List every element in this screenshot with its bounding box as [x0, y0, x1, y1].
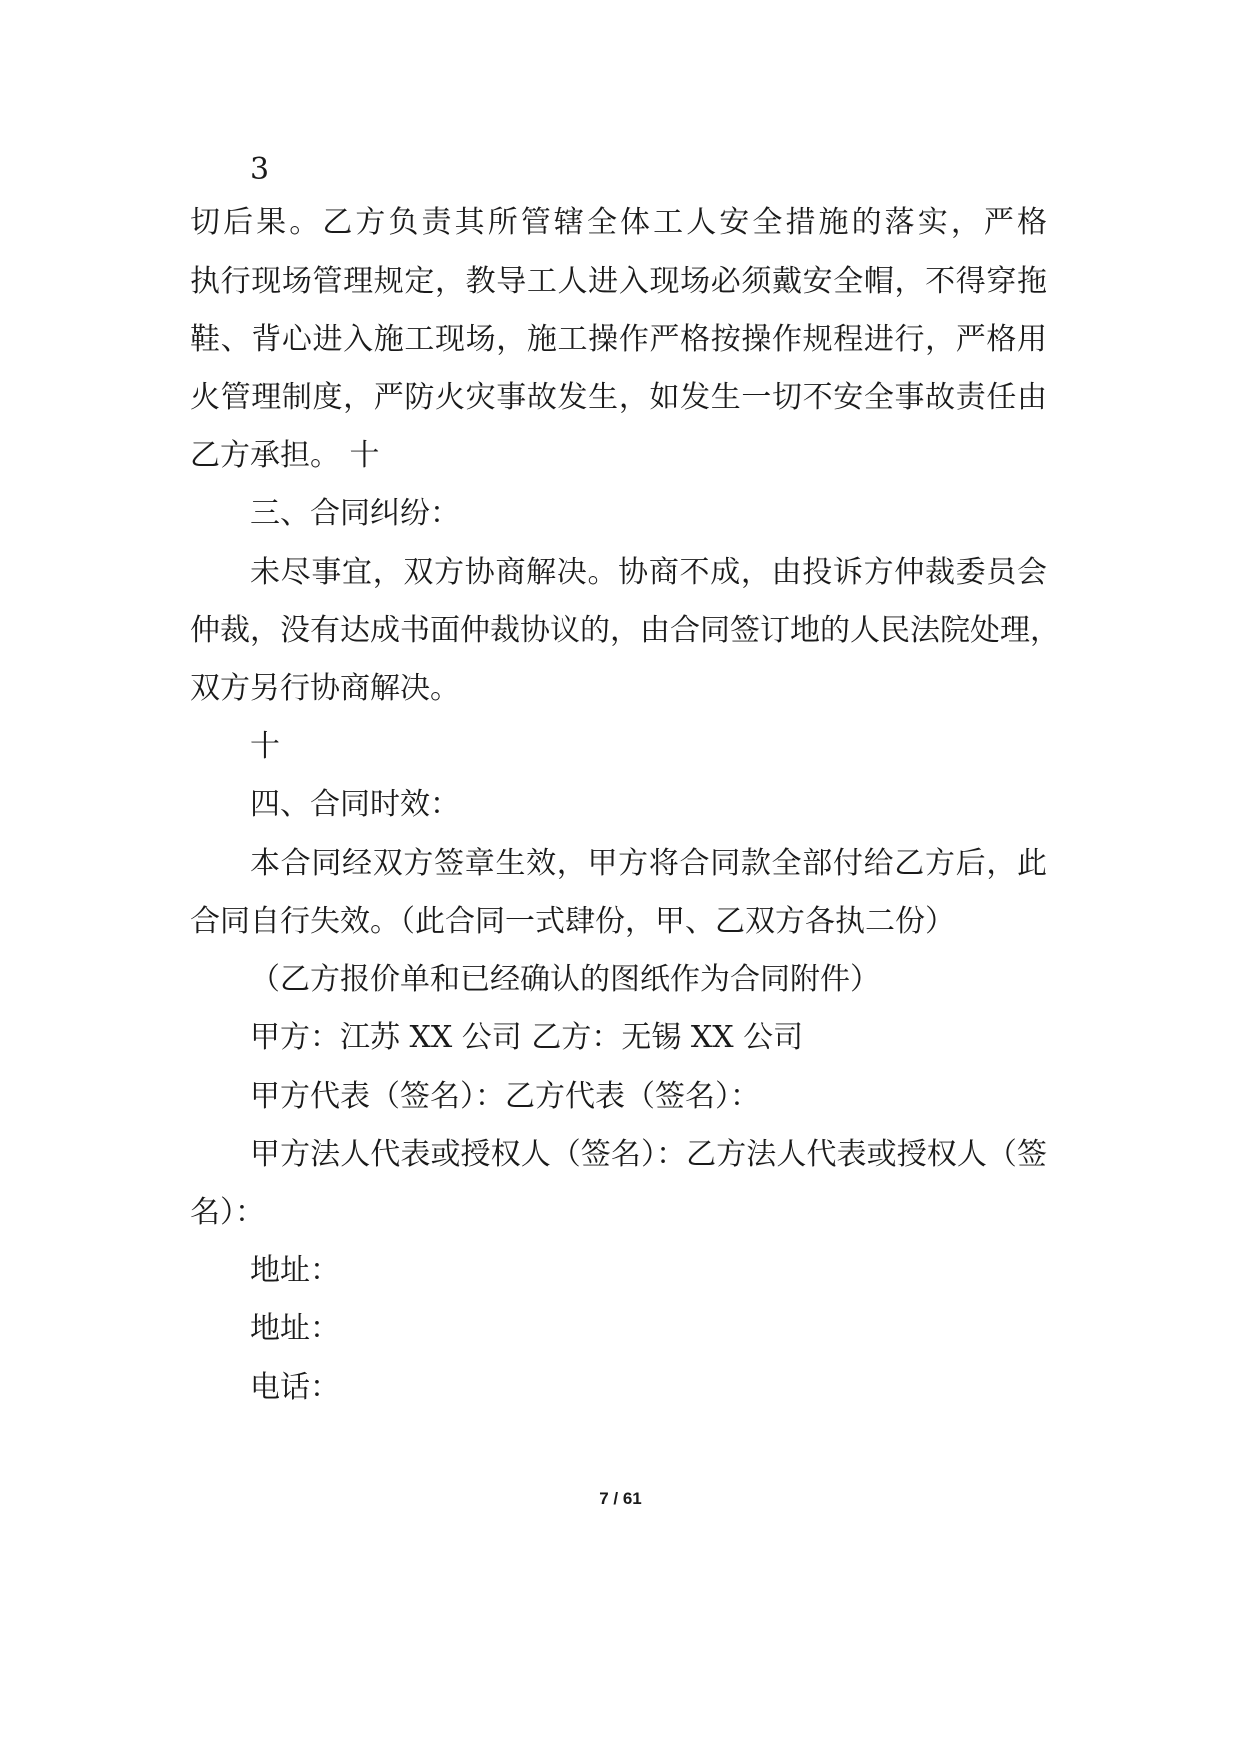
text-line: 双方另行协商解决。 [190, 671, 460, 706]
representative-signature-line: 甲方代表（签名）：乙方代表（签名）： [250, 1079, 760, 1114]
text-line: 执行现场管理规定，教导工人进入现场必须戴安全帽，不得穿拖 [190, 264, 1047, 299]
text-line: 切后果。乙方负责其所管辖全体工人安全措施的落实，严格 [190, 205, 1047, 240]
page-number: 7 / 61 [599, 1489, 642, 1508]
text-line: 本合同经双方签章生效，甲方将合同款全部付给乙方后，此 [250, 846, 1047, 881]
text-line: 合同自行失效。（此合同一式肆份，甲、乙双方各执二份） [190, 904, 955, 939]
address-field: 地址： [250, 1253, 340, 1288]
address-field: 地址： [250, 1311, 340, 1346]
text-line: （乙方报价单和已经确认的图纸作为合同附件） [250, 962, 880, 997]
text-line: 十 [250, 729, 280, 764]
text-line: 乙方承担。 十 [190, 438, 380, 473]
text-line: 名）： [190, 1195, 265, 1230]
paragraph-number: 3 [250, 152, 270, 187]
text-line: 仲裁，没有达成书面仲裁协议的，由合同签订地的人民法院处理， [190, 613, 1060, 648]
section-heading: 四、合同时效： [250, 787, 460, 822]
text-line: 未尽事宜，双方协商解决。协商不成，由投诉方仲裁委员会 [250, 555, 1047, 590]
phone-field: 电话： [250, 1370, 340, 1405]
legal-representative-signature-line: 甲方法人代表或授权人（签名）：乙方法人代表或授权人（签 [250, 1137, 1047, 1172]
party-names: 甲方：江苏 XX 公司 乙方：无锡 XX 公司 [250, 1020, 804, 1055]
text-line: 鞋、背心进入施工现场，施工操作严格按操作规程进行，严格用 [190, 322, 1047, 357]
section-heading: 三、合同纠纷： [250, 496, 460, 531]
text-line: 火管理制度，严防火灾事故发生，如发生一切不安全事故责任由 [190, 380, 1047, 415]
